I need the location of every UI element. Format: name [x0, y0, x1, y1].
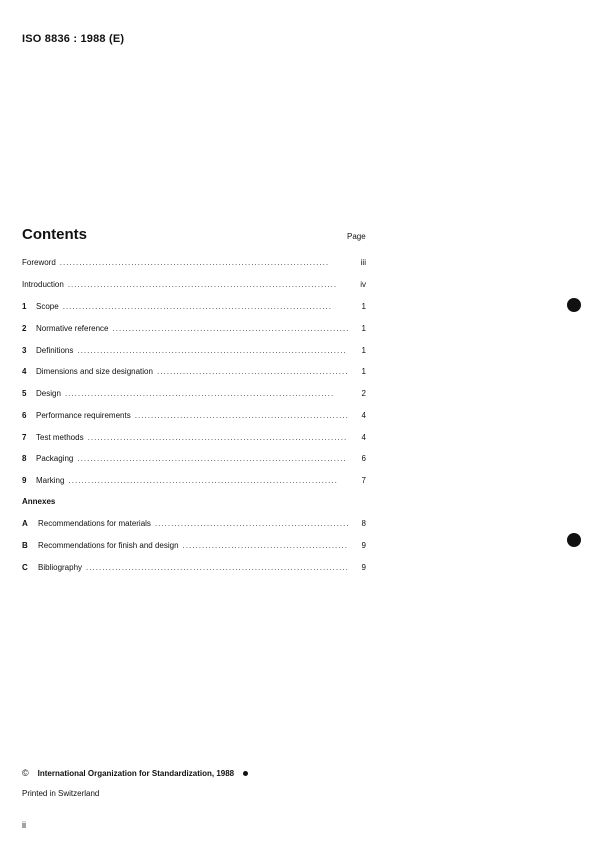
toc-entry-title: Bibliography: [38, 563, 83, 572]
toc-entry-normative-reference[interactable]: [22, 322, 366, 334]
toc-annex-a[interactable]: [22, 517, 366, 529]
toc-entry-introduction[interactable]: [22, 278, 366, 290]
toc-entry-number: 1: [22, 302, 27, 311]
copyright-text: International Organization for Standardization, 1988: [37, 768, 235, 778]
margin-bullet-icon: [567, 533, 581, 547]
page-column-label: Page: [347, 232, 366, 241]
toc-entry-title: Packaging: [36, 454, 74, 463]
dot-leader: [63, 302, 348, 312]
toc-entry-page: 9: [361, 563, 366, 572]
toc-entry-test-methods[interactable]: [22, 431, 366, 443]
toc-entry-performance-requirements[interactable]: [22, 409, 366, 421]
dot-leader: [86, 563, 348, 573]
toc-entry-page: 1: [361, 324, 366, 333]
toc-entry-page: 8: [361, 519, 366, 528]
toc-entry-title: Recommendations for materials: [38, 519, 151, 528]
toc-entry-page: 1: [361, 367, 366, 376]
toc-entry-number: 9: [22, 476, 27, 485]
toc-entry-definitions[interactable]: [22, 344, 366, 356]
toc-entry-title: Design: [36, 389, 61, 398]
copyright-line: [22, 768, 248, 778]
toc-entry-title: Scope: [36, 302, 59, 311]
toc-entry-title: Definitions: [36, 346, 74, 355]
toc-annex-letter: B: [22, 541, 28, 550]
toc-entry-title: Marking: [36, 476, 65, 485]
toc-entry-page: 9: [361, 541, 366, 550]
toc-annex-letter: A: [22, 519, 28, 528]
toc-entry-scope[interactable]: [22, 300, 366, 312]
copyright-icon: ©: [22, 768, 29, 778]
dot-leader: [112, 324, 348, 334]
dot-leader: [77, 454, 348, 464]
toc-entry-design[interactable]: [22, 387, 366, 399]
toc-entry-page: 4: [361, 411, 366, 420]
toc-entry-page: iv: [360, 280, 366, 289]
dot-leader: [183, 541, 348, 551]
toc-entry-number: 3: [22, 346, 27, 355]
toc-entry-title: Foreword: [22, 258, 56, 267]
toc-entry-page: 1: [361, 302, 366, 311]
toc-entry-title: Dimensions and size designation: [36, 367, 153, 376]
toc-entry-title: Introduction: [22, 280, 64, 289]
toc-entry-number: 2: [22, 324, 27, 333]
toc-entry-packaging[interactable]: [22, 452, 366, 464]
toc-entry-page: iii: [360, 258, 366, 267]
toc-entry-page: 4: [361, 433, 366, 442]
toc-entry-number: 8: [22, 454, 27, 463]
bullet-icon: [243, 771, 248, 776]
toc-entry-title: Test methods: [36, 433, 84, 442]
toc-entry-page: 6: [361, 454, 366, 463]
toc-entry-page: 2: [361, 389, 366, 398]
dot-leader: [155, 519, 348, 529]
annexes-heading: Annexes: [22, 497, 56, 506]
toc-annex-letter: C: [22, 563, 28, 572]
toc-entry-number: 6: [22, 411, 27, 420]
toc-entry-page: 7: [361, 476, 366, 485]
toc-entry-number: 4: [22, 367, 27, 376]
printed-in-text: Printed in Switzerland: [22, 789, 100, 798]
toc-entry-number: 5: [22, 389, 27, 398]
toc-entry-dimensions[interactable]: [22, 365, 366, 377]
margin-bullet-icon: [567, 298, 581, 312]
dot-leader: [65, 389, 348, 399]
dot-leader: [68, 280, 348, 290]
document-header: ISO 8836 : 1988 (E): [22, 33, 125, 45]
toc-entry-title: Normative reference: [36, 324, 109, 333]
dot-leader: [77, 346, 348, 356]
toc-entry-foreword[interactable]: [22, 256, 366, 268]
toc-entry-title: Recommendations for finish and design: [38, 541, 179, 550]
toc-entry-page: 1: [361, 346, 366, 355]
dot-leader: [68, 476, 348, 486]
toc-annex-c[interactable]: [22, 561, 366, 573]
toc-entry-title: Performance requirements: [36, 411, 131, 420]
dot-leader: [135, 411, 348, 421]
dot-leader: [157, 367, 348, 377]
page-number: ii: [22, 820, 26, 830]
contents-title: Contents: [22, 226, 87, 243]
dot-leader: [88, 433, 348, 443]
toc-entry-marking[interactable]: [22, 474, 366, 486]
toc-entry-number: 7: [22, 433, 27, 442]
dot-leader: [60, 258, 348, 268]
toc-annex-b[interactable]: [22, 539, 366, 551]
